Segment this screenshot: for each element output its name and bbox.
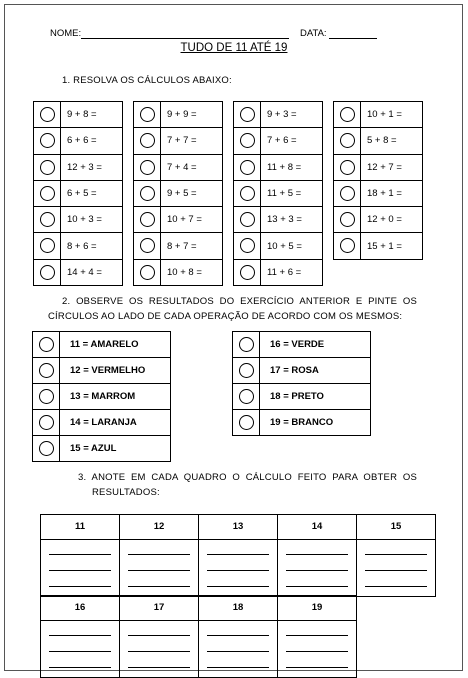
circle-cell xyxy=(134,128,161,154)
circle-cell xyxy=(33,410,60,436)
color-circle[interactable] xyxy=(340,212,355,227)
answer-number: 14 xyxy=(278,515,356,540)
circle-cell xyxy=(134,233,161,259)
color-circle[interactable] xyxy=(40,186,55,201)
color-circle[interactable] xyxy=(340,160,355,175)
circle-cell xyxy=(33,384,60,410)
calc-table-4 xyxy=(333,101,423,260)
legend-circle[interactable] xyxy=(239,363,254,378)
name-label: NOME: xyxy=(50,28,82,39)
legend-circle[interactable] xyxy=(239,415,254,430)
answer-lines[interactable] xyxy=(120,540,198,596)
calc-expression: 6 + 5 = xyxy=(61,180,123,206)
answer-lines[interactable] xyxy=(199,540,277,596)
circle-cell xyxy=(234,207,261,233)
calc-row xyxy=(234,180,323,206)
color-circle[interactable] xyxy=(140,107,155,122)
answer-number: 11 xyxy=(41,515,119,540)
page-title: TUDO DE 11 ATÉ 19 xyxy=(180,42,288,54)
write-line[interactable] xyxy=(207,635,269,636)
calc-expression: 12 + 7 = xyxy=(361,154,423,180)
color-circle[interactable] xyxy=(240,186,255,201)
legend-row xyxy=(233,410,371,436)
calc-expression: 13 + 3 = xyxy=(261,207,323,233)
legend-row xyxy=(233,384,371,410)
answer-number: 18 xyxy=(199,596,277,621)
legend-table-left xyxy=(32,331,171,462)
write-line[interactable] xyxy=(49,667,111,668)
calc-expression: 6 + 6 = xyxy=(61,128,123,154)
write-line[interactable] xyxy=(207,586,269,587)
date-label: DATA: xyxy=(300,28,327,39)
calc-expression: 8 + 6 = xyxy=(61,233,123,259)
circle-cell xyxy=(34,128,61,154)
calc-table-2 xyxy=(133,101,223,286)
write-line[interactable] xyxy=(128,570,190,571)
calc-expression: 11 + 6 = xyxy=(261,259,323,285)
question-2-line1: 2. OBSERVE OS RESULTADOS DO EXERCÍCIO ANTERIOR E PINTE OS xyxy=(62,296,417,307)
date-field[interactable] xyxy=(329,28,377,39)
circle-cell xyxy=(134,207,161,233)
answer-lines[interactable] xyxy=(120,621,198,677)
answer-box xyxy=(41,596,120,678)
calc-expression: 9 + 8 = xyxy=(61,102,123,128)
calc-row xyxy=(34,207,123,233)
color-circle[interactable] xyxy=(140,186,155,201)
calc-row xyxy=(134,128,223,154)
answer-number: 12 xyxy=(120,515,198,540)
color-circle[interactable] xyxy=(240,265,255,280)
legend-circle[interactable] xyxy=(239,337,254,352)
calc-expression: 7 + 6 = xyxy=(261,128,323,154)
answer-number: 17 xyxy=(120,596,198,621)
calc-expression: 7 + 7 = xyxy=(161,128,223,154)
circle-cell xyxy=(233,410,260,436)
color-circle[interactable] xyxy=(340,133,355,148)
calc-row xyxy=(134,259,223,285)
write-line[interactable] xyxy=(286,651,348,652)
calc-row xyxy=(334,128,423,154)
write-line[interactable] xyxy=(128,586,190,587)
color-circle[interactable] xyxy=(40,265,55,280)
calc-row xyxy=(34,154,123,180)
legend-circle[interactable] xyxy=(39,337,54,352)
legend-label: 11 = AMARELO xyxy=(60,332,171,358)
color-circle[interactable] xyxy=(40,107,55,122)
legend-label: 18 = PRETO xyxy=(260,384,371,410)
legend-circle[interactable] xyxy=(39,415,54,430)
calc-expression: 10 + 5 = xyxy=(261,233,323,259)
calc-row xyxy=(34,233,123,259)
circle-cell xyxy=(234,180,261,206)
answer-box xyxy=(120,596,199,678)
question-2-line2: CÍRCULOS AO LADO DE CADA OPERAÇÃO DE ACORDO COM OS MESMOS: xyxy=(48,311,403,322)
calc-row xyxy=(234,128,323,154)
circle-cell xyxy=(34,180,61,206)
color-circle[interactable] xyxy=(140,265,155,280)
calc-row xyxy=(34,128,123,154)
circle-cell xyxy=(134,259,161,285)
date-row xyxy=(300,28,377,39)
legend-row xyxy=(33,332,171,358)
circle-cell xyxy=(134,180,161,206)
answer-box xyxy=(41,515,120,597)
color-circle[interactable] xyxy=(140,133,155,148)
circle-cell xyxy=(234,154,261,180)
calc-row xyxy=(34,102,123,128)
color-circle[interactable] xyxy=(40,133,55,148)
circle-cell xyxy=(34,102,61,128)
write-line[interactable] xyxy=(286,570,348,571)
legend-label: 12 = VERMELHO xyxy=(60,358,171,384)
calc-expression: 10 + 3 = xyxy=(61,207,123,233)
legend-row xyxy=(33,358,171,384)
answer-box xyxy=(199,515,278,597)
calc-row xyxy=(234,259,323,285)
write-line[interactable] xyxy=(49,586,111,587)
circle-cell xyxy=(34,207,61,233)
answer-table-row2 xyxy=(40,595,357,678)
calc-expression: 9 + 9 = xyxy=(161,102,223,128)
legend-label: 19 = BRANCO xyxy=(260,410,371,436)
legend-label: 15 = AZUL xyxy=(60,436,171,462)
calc-row xyxy=(234,233,323,259)
color-circle[interactable] xyxy=(40,160,55,175)
legend-circle[interactable] xyxy=(39,363,54,378)
write-line[interactable] xyxy=(49,651,111,652)
answer-lines[interactable] xyxy=(278,540,356,596)
color-circle[interactable] xyxy=(40,212,55,227)
calc-expression: 14 + 4 = xyxy=(61,259,123,285)
answer-box xyxy=(199,596,278,678)
write-line[interactable] xyxy=(286,667,348,668)
write-line[interactable] xyxy=(207,667,269,668)
write-line[interactable] xyxy=(49,635,111,636)
color-circle[interactable] xyxy=(240,133,255,148)
circle-cell xyxy=(34,259,61,285)
calc-row xyxy=(134,207,223,233)
legend-label: 16 = VERDE xyxy=(260,332,371,358)
write-line[interactable] xyxy=(286,586,348,587)
circle-cell xyxy=(234,102,261,128)
name-row xyxy=(50,28,289,39)
circle-cell xyxy=(233,384,260,410)
write-line[interactable] xyxy=(286,635,348,636)
circle-cell xyxy=(233,358,260,384)
calc-row xyxy=(234,102,323,128)
calc-row xyxy=(334,233,423,259)
circle-cell xyxy=(334,154,361,180)
circle-cell xyxy=(234,233,261,259)
write-line[interactable] xyxy=(49,570,111,571)
color-circle[interactable] xyxy=(240,212,255,227)
question-3-line2: RESULTADOS: xyxy=(92,487,160,498)
circle-cell xyxy=(134,102,161,128)
calc-expression: 12 + 3 = xyxy=(61,154,123,180)
answer-lines[interactable] xyxy=(41,540,119,596)
legend-circle[interactable] xyxy=(39,441,54,456)
write-line[interactable] xyxy=(128,651,190,652)
color-circle[interactable] xyxy=(240,160,255,175)
circle-cell xyxy=(33,358,60,384)
write-line[interactable] xyxy=(207,570,269,571)
circle-cell xyxy=(234,259,261,285)
circle-cell xyxy=(134,154,161,180)
question-1: 1. RESOLVA OS CÁLCULOS ABAIXO: xyxy=(62,75,232,86)
answer-box xyxy=(278,515,357,597)
legend-row xyxy=(33,436,171,462)
write-line[interactable] xyxy=(365,586,427,587)
calc-row xyxy=(234,207,323,233)
write-line[interactable] xyxy=(207,651,269,652)
legend-label: 13 = MARROM xyxy=(60,384,171,410)
legend-row xyxy=(33,410,171,436)
calc-row xyxy=(134,154,223,180)
color-circle[interactable] xyxy=(140,238,155,253)
name-field[interactable] xyxy=(81,28,289,39)
calc-row xyxy=(334,180,423,206)
answer-lines[interactable] xyxy=(278,621,356,677)
answer-number: 13 xyxy=(199,515,277,540)
calc-expression: 8 + 7 = xyxy=(161,233,223,259)
write-line[interactable] xyxy=(128,554,190,555)
color-circle[interactable] xyxy=(340,238,355,253)
legend-row xyxy=(233,358,371,384)
legend-label: 17 = ROSA xyxy=(260,358,371,384)
legend-row xyxy=(233,332,371,358)
write-line[interactable] xyxy=(365,570,427,571)
calc-expression: 7 + 4 = xyxy=(161,154,223,180)
legend-circle[interactable] xyxy=(239,389,254,404)
circle-cell xyxy=(34,154,61,180)
circle-cell xyxy=(233,332,260,358)
calc-row xyxy=(134,180,223,206)
legend-row xyxy=(33,384,171,410)
calc-expression: 10 + 8 = xyxy=(161,259,223,285)
color-circle[interactable] xyxy=(240,107,255,122)
legend-label: 14 = LARANJA xyxy=(60,410,171,436)
calc-row xyxy=(134,233,223,259)
calc-row xyxy=(334,102,423,128)
calc-row xyxy=(334,154,423,180)
circle-cell xyxy=(33,436,60,462)
write-line[interactable] xyxy=(128,667,190,668)
calc-expression: 10 + 7 = xyxy=(161,207,223,233)
circle-cell xyxy=(334,128,361,154)
answer-number: 15 xyxy=(357,515,435,540)
color-circle[interactable] xyxy=(340,186,355,201)
answer-number: 19 xyxy=(278,596,356,621)
circle-cell xyxy=(234,128,261,154)
write-line[interactable] xyxy=(207,554,269,555)
calc-expression: 12 + 0 = xyxy=(361,207,423,233)
calc-expression: 15 + 1 = xyxy=(361,233,423,259)
answer-number: 16 xyxy=(41,596,119,621)
answer-lines[interactable] xyxy=(199,621,277,677)
write-line[interactable] xyxy=(128,635,190,636)
color-circle[interactable] xyxy=(340,107,355,122)
write-line[interactable] xyxy=(49,554,111,555)
color-circle[interactable] xyxy=(140,160,155,175)
legend-circle[interactable] xyxy=(39,389,54,404)
answer-lines[interactable] xyxy=(41,621,119,677)
legend-table-right xyxy=(232,331,371,436)
answer-lines[interactable] xyxy=(357,540,435,596)
circle-cell xyxy=(334,233,361,259)
calc-expression: 18 + 1 = xyxy=(361,180,423,206)
circle-cell xyxy=(334,102,361,128)
calc-expression: 11 + 5 = xyxy=(261,180,323,206)
calc-table-3 xyxy=(233,101,323,286)
calc-row xyxy=(134,102,223,128)
calc-row xyxy=(234,154,323,180)
circle-cell xyxy=(33,332,60,358)
question-3-line1: 3. ANOTE EM CADA QUADRO O CÁLCULO FEITO PARA OBTER OS xyxy=(78,472,417,483)
color-circle[interactable] xyxy=(40,238,55,253)
calc-table-1 xyxy=(33,101,123,286)
circle-cell xyxy=(334,207,361,233)
answer-box xyxy=(278,596,357,678)
circle-cell xyxy=(34,233,61,259)
write-line[interactable] xyxy=(286,554,348,555)
answer-table-row1 xyxy=(40,514,436,597)
color-circle[interactable] xyxy=(240,238,255,253)
answer-box xyxy=(120,515,199,597)
calc-row xyxy=(34,180,123,206)
calc-row xyxy=(334,207,423,233)
calc-expression: 11 + 8 = xyxy=(261,154,323,180)
calc-expression: 10 + 1 = xyxy=(361,102,423,128)
answer-box xyxy=(357,515,436,597)
calc-expression: 9 + 3 = xyxy=(261,102,323,128)
calc-row xyxy=(34,259,123,285)
write-line[interactable] xyxy=(365,554,427,555)
calc-expression: 5 + 8 = xyxy=(361,128,423,154)
calc-expression: 9 + 5 = xyxy=(161,180,223,206)
circle-cell xyxy=(334,180,361,206)
color-circle[interactable] xyxy=(140,212,155,227)
